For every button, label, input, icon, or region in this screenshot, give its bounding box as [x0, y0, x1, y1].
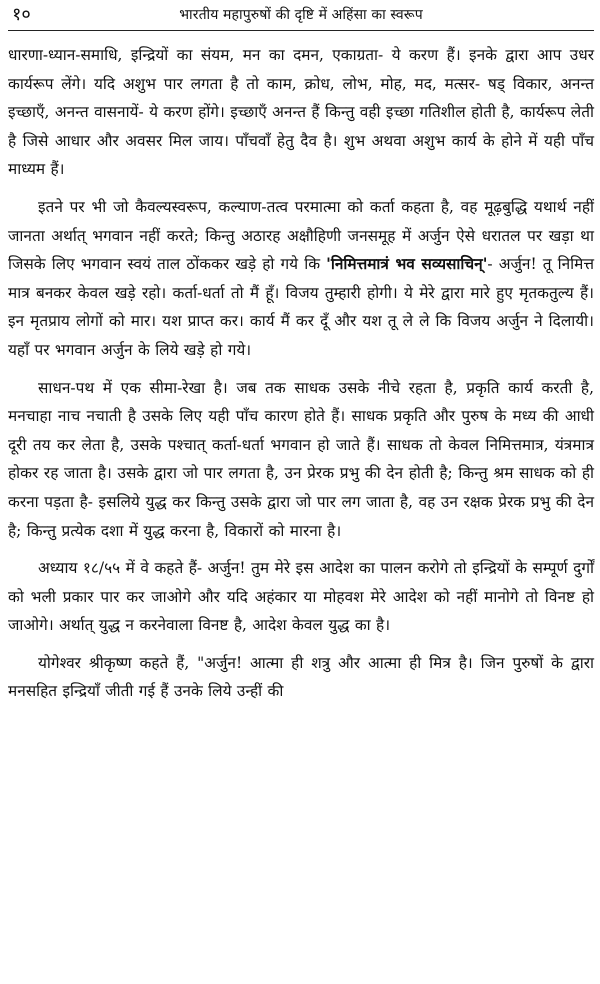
paragraph-5: योगेश्वर श्रीकृष्ण कहते हैं, "अर्जुन! आत्मा ही शत्रु और आत्मा ही मित्र है। जिन पुरुषों के द्वारा मनसहित इन्द्रियाँ जीती गई हैं उनके लिये उन्हीं की — [8, 653, 594, 701]
body-text — [8, 41, 594, 706]
gita-quote: 'निमित्तमात्रं भव सव्यसाचिन्' — [326, 255, 488, 274]
paragraph-2-text-after: - अर्जुन! तू निमित्त मात्र बनकर केवल खड़े रहो। कर्ता-धर्ता तो मैं हूँ। विजय तुम्हारी होगी। ये मेरे द्वारा मारे हुए मृतकतुल्य हैं। इन मृतप्राय लोगों को मार। यश प्राप्त कर। कार्य मैं कर दूँ और यश तू ले ले कि विजय अर्जुन ने दिलायी। यहाँ पर भगवान अर्जुन के लिये खड़े हो गये। — [8, 255, 594, 359]
paragraph-2 — [8, 193, 594, 365]
paragraph-1: धारणा-ध्यान-समाधि, इन्द्रियों का संयम, मन का दमन, एकाग्रता- ये करण हैं। इनके द्वारा आप उधर कार्यरूप लेंगे। यदि अशुभ पार लगता है तो काम, क्रोध, लोभ, मोह, मद, मत्सर- षड् विकार, अनन्त इच्छाएँ, अनन्त वासनायें- ये करण होंगे। इच्छाएँ अनन्त हैं किन्तु वही इच्छा गतिशील होती है, कार्यरूप लेती है जिसे आधार और अवसर मिल जाय। पाँचवाँ हेतु दैव है। शुभ अथवा अशुभ कार्य के होने में यही पाँच माध्यम हैं। — [8, 46, 594, 179]
running-title: भारतीय महापुरुषों की दृष्टि में अहिंसा का स्वरूप — [179, 7, 423, 23]
paragraph-3: साधन-पथ में एक सीमा-रेखा है। जब तक साधक उसके नीचे रहता है, प्रकृति कार्य करती है, मनचाहा नाच नचाती है उसके लिए यही पाँच कारण होते हैं। साधक प्रकृति और पुरुष के मध्य की आधी दूरी तय कर लेता है, उसके पश्चात् कर्ता-धर्ता भगवान हो जाते हैं। साधक तो केवल निमित्तमात्र, यंत्रमात्र होकर रह जाता है। उसके द्वारा जो पार लगता है, उन प्रेरक प्रभु की देन होती है; किन्तु श्रम साधक को ही करना पड़ता है- इसलिये युद्ध कर किन्तु उसके द्वारा जो पार लग जाता है, वह उन रक्षक प्रेरक प्रभु की देन है; किन्तु प्रत्येक दशा में युद्ध करना है, विकारों को मारना है। — [8, 378, 594, 540]
paragraph-4: अध्याय १८/५५ में वे कहते हैं- अर्जुन! तुम मेरे इस आदेश का पालन करोगे तो इन्द्रियों के सम्पूर्ण दुर्गों को भली प्रकार पार कर जाओगे और यदि अहंकार या मोहवश मेरे आदेश को नहीं मानोगे तो विनष्ट हो जाओगे। अर्थात् युद्ध न करनेवाला विनष्ट है, आदेश केवल युद्ध का है। — [8, 559, 594, 635]
page-number: १० — [12, 4, 31, 25]
page-header — [8, 0, 594, 31]
paragraph-2-text-before: इतने पर भी जो कैवल्यस्वरूप, कल्याण-तत्व परमात्मा को कर्ता कहता है, वह मूढ़बुद्धि यथार्थ नहीं जानता अर्थात् भगवान नहीं करते; किन्तु अठारह अक्षौहिणी जनसमूह में अर्जुन ऐसे धरातल पर खड़ा था जिसके लिए भगवान स्वयं ताल ठोंककर खड़े हो गये कि — [8, 197, 594, 274]
